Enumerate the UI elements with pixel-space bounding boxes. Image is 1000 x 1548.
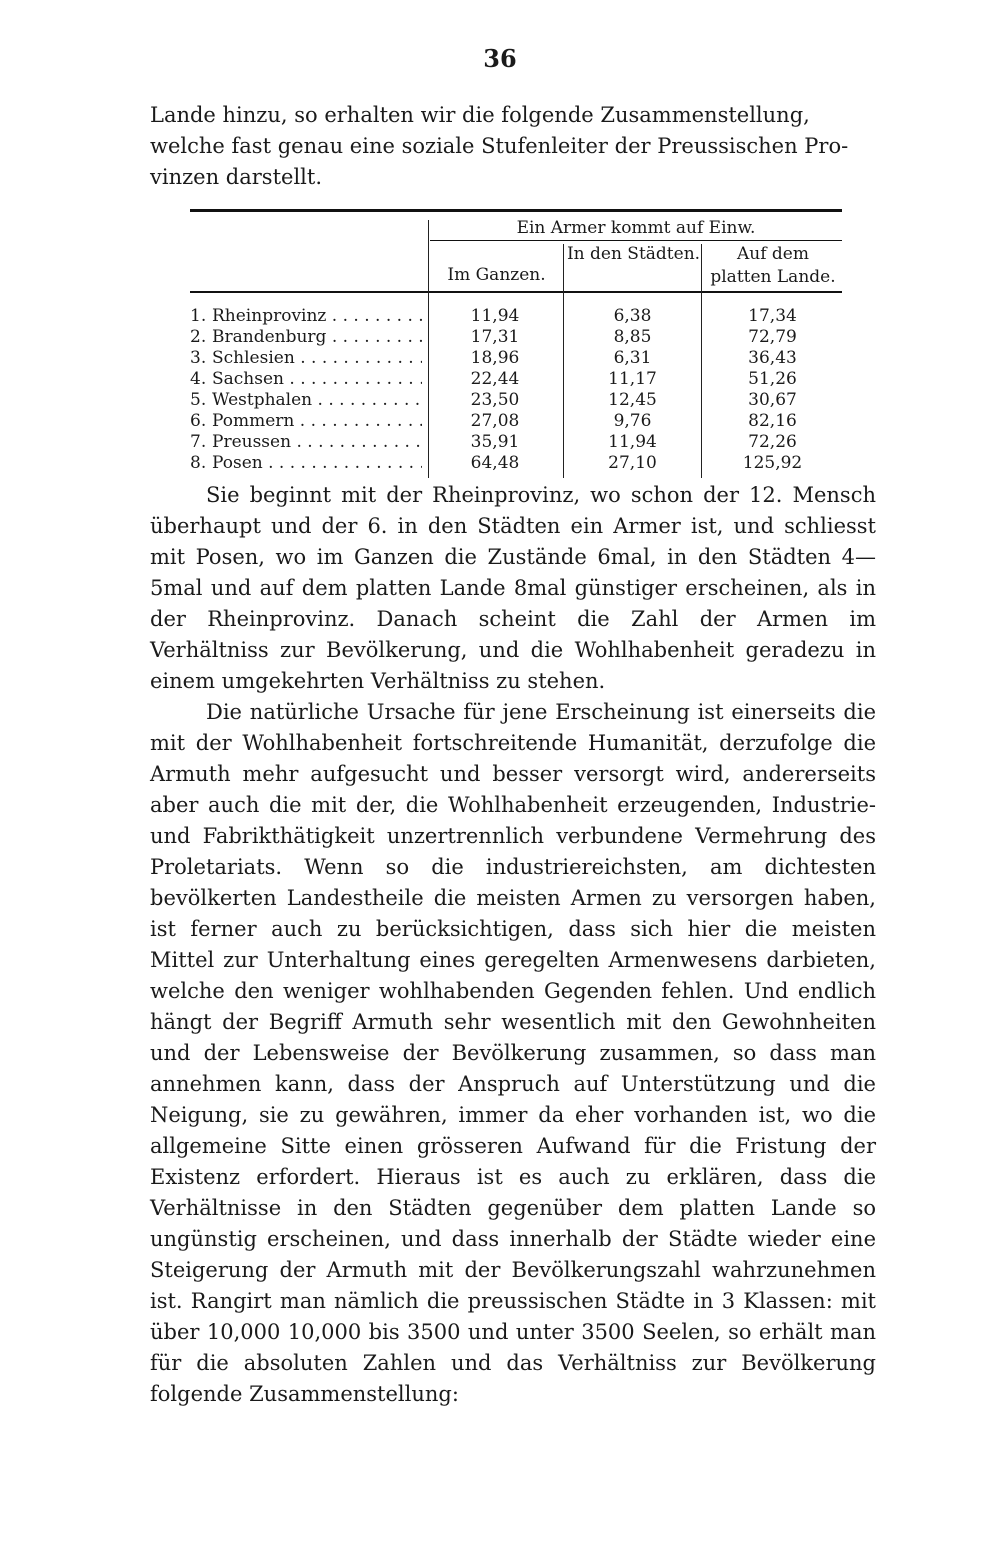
- province-name: Rheinprovinz . . .: [212, 306, 422, 326]
- value-lande: 72,26: [748, 432, 797, 452]
- header-bottom-rule: [190, 291, 842, 293]
- table-row: [190, 348, 842, 369]
- province-name: Posen . . .: [212, 453, 422, 473]
- row-number: 7.: [190, 432, 207, 452]
- value-ganzen: 35,91: [470, 432, 520, 452]
- table-row: [190, 453, 842, 474]
- province-name: Brandenburg . . .: [212, 327, 422, 347]
- intro-line: vinzen darstellt.: [150, 165, 322, 189]
- value-ganzen: 17,31: [470, 327, 520, 347]
- intro-line: welche fast genau eine soziale Stufenleiter der Preussischen Pro-: [150, 134, 849, 158]
- row-number: 6.: [190, 411, 207, 431]
- province-name: Schlesien . . .: [212, 348, 422, 368]
- intro-text: [150, 100, 876, 193]
- table-row: [190, 369, 842, 390]
- table-top-rule: [190, 209, 842, 212]
- table-row: [190, 306, 842, 327]
- value-lande: 51,26: [748, 369, 797, 389]
- value-staedten: 6,31: [613, 348, 652, 368]
- table-row: [190, 432, 842, 453]
- province-name: Preussen . . .: [212, 432, 422, 452]
- value-ganzen: 11,94: [470, 306, 520, 326]
- value-lande: 82,16: [748, 411, 797, 431]
- value-ganzen: 23,50: [470, 390, 520, 410]
- column-header-staedten: In den Städten.: [566, 244, 701, 264]
- value-lande: 17,34: [748, 306, 797, 326]
- row-number: 3.: [190, 348, 207, 368]
- province-name: Sachsen . . .: [212, 369, 422, 389]
- table-row: [190, 327, 842, 348]
- group-header: Ein Armer kommt auf Einw.: [516, 218, 756, 238]
- row-number: 1.: [190, 306, 207, 326]
- table-row: [190, 411, 842, 432]
- paragraph: Sie beginnt mit der Rheinprovinz, wo schon der 12. Mensch überhaupt und der 6. in den Städten ein Armer ist, und schliesst mit Posen, wo im Ganzen die Zustände 6mal, in den Städten 4—5mal und auf dem platten Lande 8mal günstiger erscheinen, als in der Rheinprovinz. Danach scheint die Zahl der Armen im Verhältniss zur Bevölkerung, und die Wohlhabenheit geradezu in einem umgekehrten Verhältniss zu stehen.: [150, 483, 876, 693]
- row-number: 5.: [190, 390, 207, 410]
- value-staedten: 11,94: [608, 432, 657, 452]
- province-name: Westphalen . . .: [212, 390, 422, 410]
- value-staedten: 6,38: [613, 306, 652, 326]
- group-header-rule: [430, 240, 842, 241]
- value-ganzen: 64,48: [470, 453, 520, 473]
- page-number: 36: [483, 44, 517, 73]
- column-header-lande: Auf dem platten Lande.: [710, 244, 836, 287]
- value-staedten: 8,85: [613, 327, 652, 347]
- paragraph: Die natürliche Ursache für jene Erscheinung ist einerseits die mit der Wohlhabenheit fortschreitende Humanität, derzufolge die Armuth mehr aufgesucht und besser versorgt wird, andererseits aber auch die mit der, die Wohlhabenheit erzeugenden, Industrie- und Fabrikthätigkeit unzertrennlich verbundene Vermehrung des Proletariats. Wenn so die industriereichsten, am dichtesten bevölkerten Landestheile die meisten Armen zu versorgen haben, ist ferner auch zu berücksichtigen, dass sich hier die meisten Mittel zur Unterhaltung eines geregelten Armenwesens darbieten, welche den weniger wohlhabenden Gegenden fehlen. Und endlich hängt der Begriff Armuth sehr wesentlich mit den Gewohnheiten und der Lebensweise der Bevölkerung zusammen, so dass man annehmen kann, dass der Anspruch auf Unterstützung und die Neigung, sie zu gewähren, immer da eher vorhanden ist, wo die allgemeine Sitte einen grösseren Aufwand für die Fristung der Existenz erfordert. Hieraus ist es auch zu erklären, dass die Verhältnisse in den Städten gegenüber dem platten Lande so ungünstig erscheinen, und dass innerhalb der Städte wieder eine Steigerung der Armuth mit der Bevölkerungszahl wahrzunehmen ist. Rangirt man nämlich die preussischen Städte in 3 Klassen: mit über 10,000 10,000 bis 3500 und unter 3500 Seelen, so erhält man für die absoluten Zahlen und das Verhältniss zur Bevölkerung folgende Zusammenstellung:: [150, 700, 876, 1406]
- value-ganzen: 22,44: [470, 369, 520, 389]
- row-number: 8.: [190, 453, 207, 473]
- table-row: [190, 390, 842, 411]
- value-lande: 30,67: [748, 390, 797, 410]
- value-lande: 36,43: [748, 348, 797, 368]
- intro-line: Lande hinzu, so erhalten wir die folgende Zusammenstellung,: [150, 103, 810, 127]
- row-number: 4.: [190, 369, 207, 389]
- row-number: 2.: [190, 327, 207, 347]
- body-text: [150, 480, 876, 1410]
- value-ganzen: 18,96: [470, 348, 520, 368]
- value-staedten: 9,76: [613, 411, 652, 431]
- value-staedten: 12,45: [608, 390, 657, 410]
- province-name: Pommern . . .: [212, 411, 422, 431]
- column-header-ganzen: Im Ganzen.: [447, 265, 546, 285]
- value-staedten: 11,17: [608, 369, 657, 389]
- value-staedten: 27,10: [608, 453, 657, 473]
- value-lande: 72,79: [748, 327, 797, 347]
- value-ganzen: 27,08: [470, 411, 520, 431]
- value-lande: 125,92: [742, 453, 803, 473]
